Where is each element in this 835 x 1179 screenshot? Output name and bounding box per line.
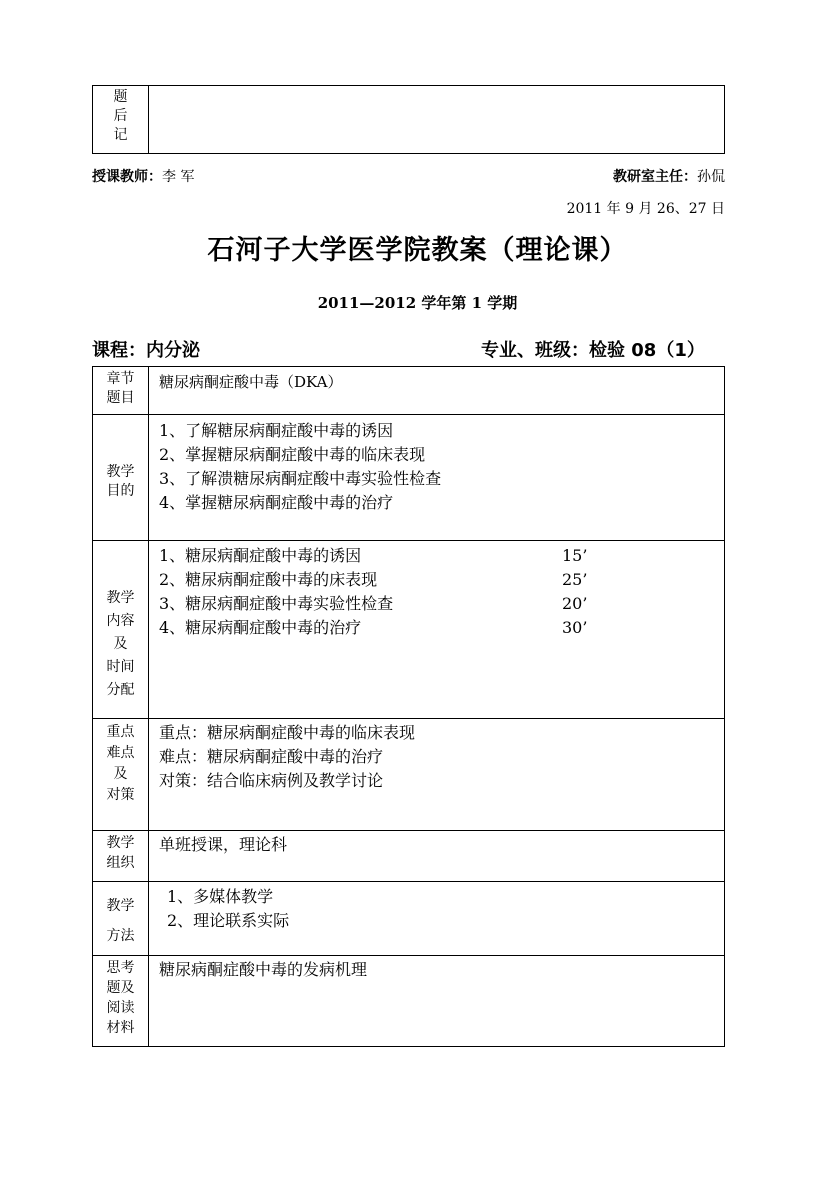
- content-item-text: 2、糖尿病酮症酸中毒的床表现: [159, 570, 378, 589]
- semester: 2011—2012 学年第 1 学期: [317, 294, 518, 312]
- major-label: 专业、班级：: [481, 340, 589, 361]
- content-line: 难点：糖尿病酮症酸中毒的治疗: [159, 747, 384, 766]
- major-class-line: [481, 336, 705, 362]
- methods-content: [167, 885, 289, 933]
- reading-label: [93, 958, 148, 1038]
- label-line: 章节: [106, 371, 135, 387]
- label-char: 后: [113, 108, 128, 124]
- content-item-time: 30’: [562, 618, 588, 637]
- content-item-text: 3、糖尿病酮症酸中毒实验性检查: [159, 594, 394, 613]
- label-line: 组织: [106, 855, 135, 871]
- label-line: 题目: [106, 390, 135, 406]
- content-line: 糖尿病酮症酸中毒（DKA）: [159, 373, 343, 391]
- row-divider: [93, 414, 724, 415]
- label-line: 思考: [106, 960, 135, 976]
- director-label: 教研室主任：: [613, 169, 697, 185]
- content-line: 2、理论联系实际: [167, 911, 290, 930]
- label-line: 及: [113, 766, 128, 782]
- label-line: 题及: [106, 980, 135, 996]
- methods-label: [93, 891, 148, 951]
- column-divider: [148, 86, 149, 153]
- content-time-label: [93, 587, 148, 702]
- course-label: 课程：: [92, 340, 146, 361]
- column-divider: [148, 367, 149, 1046]
- label-line: 教学: [106, 898, 135, 914]
- label-line: 分配: [106, 682, 135, 698]
- teacher-label: 授课教师：: [92, 169, 162, 185]
- lesson-date: 2011 年 9 月 26、27 日: [566, 201, 725, 217]
- row-divider: [93, 830, 724, 831]
- content-item: [159, 592, 588, 616]
- major-value: 检验 08（1）: [589, 340, 705, 361]
- content-time-content: [159, 544, 588, 640]
- objectives-label: [93, 463, 148, 501]
- label-line: 难点: [106, 745, 135, 761]
- lesson-plan-table: [92, 366, 725, 1047]
- label-line: 教学: [106, 464, 135, 480]
- previous-page-table: [92, 85, 725, 154]
- label-line: 教学: [106, 835, 135, 851]
- director-line: [613, 166, 725, 186]
- content-line: 糖尿病酮症酸中毒的发病机理: [159, 960, 368, 979]
- row-divider: [93, 718, 724, 719]
- chapter-content: [159, 370, 342, 394]
- course-line: [92, 336, 200, 362]
- label-char: 题: [113, 89, 128, 105]
- row-divider: [93, 881, 724, 882]
- label-line: 及: [113, 636, 128, 652]
- course-value: 内分泌: [146, 340, 200, 361]
- label-line: 目的: [106, 483, 135, 499]
- content-line: 4、掌握糖尿病酮症酸中毒的治疗: [159, 493, 394, 512]
- page-title: 石河子大学医学院教案（理论课）: [207, 235, 628, 266]
- label-line: 方法: [106, 928, 135, 944]
- objectives-content: [159, 419, 441, 515]
- content-line: 1、了解糖尿病酮症酸中毒的诱因: [159, 421, 394, 440]
- post-class-notes-label: [93, 88, 148, 145]
- label-line: 内容: [106, 613, 135, 629]
- keypoints-content: [159, 721, 415, 793]
- label-line: 教学: [106, 590, 135, 606]
- label-line: 时间: [106, 659, 135, 675]
- content-line: 重点：糖尿病酮症酸中毒的临床表现: [159, 723, 416, 742]
- content-item: [159, 616, 588, 640]
- content-item: [159, 544, 588, 568]
- teacher-name: 李 军: [162, 169, 195, 185]
- keypoints-label: [93, 722, 148, 806]
- content-line: 对策：结合临床病例及教学讨论: [159, 771, 384, 790]
- content-line: 3、了解溃糖尿病酮症酸中毒实验性检查: [159, 469, 442, 488]
- label-line: 阅读: [106, 1000, 135, 1016]
- organization-content: [159, 833, 287, 857]
- content-line: 2、掌握糖尿病酮症酸中毒的临床表现: [159, 445, 426, 464]
- label-line: 材料: [106, 1020, 135, 1036]
- chapter-label: [93, 370, 148, 408]
- director-name: 孙侃: [697, 169, 725, 185]
- row-divider: [93, 955, 724, 956]
- content-line: 1、多媒体教学: [167, 887, 274, 906]
- content-item-time: 25’: [562, 570, 588, 589]
- reading-content: [159, 958, 367, 982]
- content-item-text: 4、糖尿病酮症酸中毒的治疗: [159, 618, 362, 637]
- content-item-time: 20’: [562, 594, 588, 613]
- teacher-line: [92, 166, 194, 186]
- content-item-text: 1、糖尿病酮症酸中毒的诱因: [159, 546, 362, 565]
- label-line: 重点: [106, 724, 135, 740]
- label-line: 对策: [106, 787, 135, 803]
- label-char: 记: [113, 127, 128, 143]
- row-divider: [93, 540, 724, 541]
- content-line: 单班授课，理论科: [159, 835, 288, 854]
- content-item: [159, 568, 588, 592]
- organization-label: [93, 833, 148, 873]
- content-item-time: 15’: [562, 546, 588, 565]
